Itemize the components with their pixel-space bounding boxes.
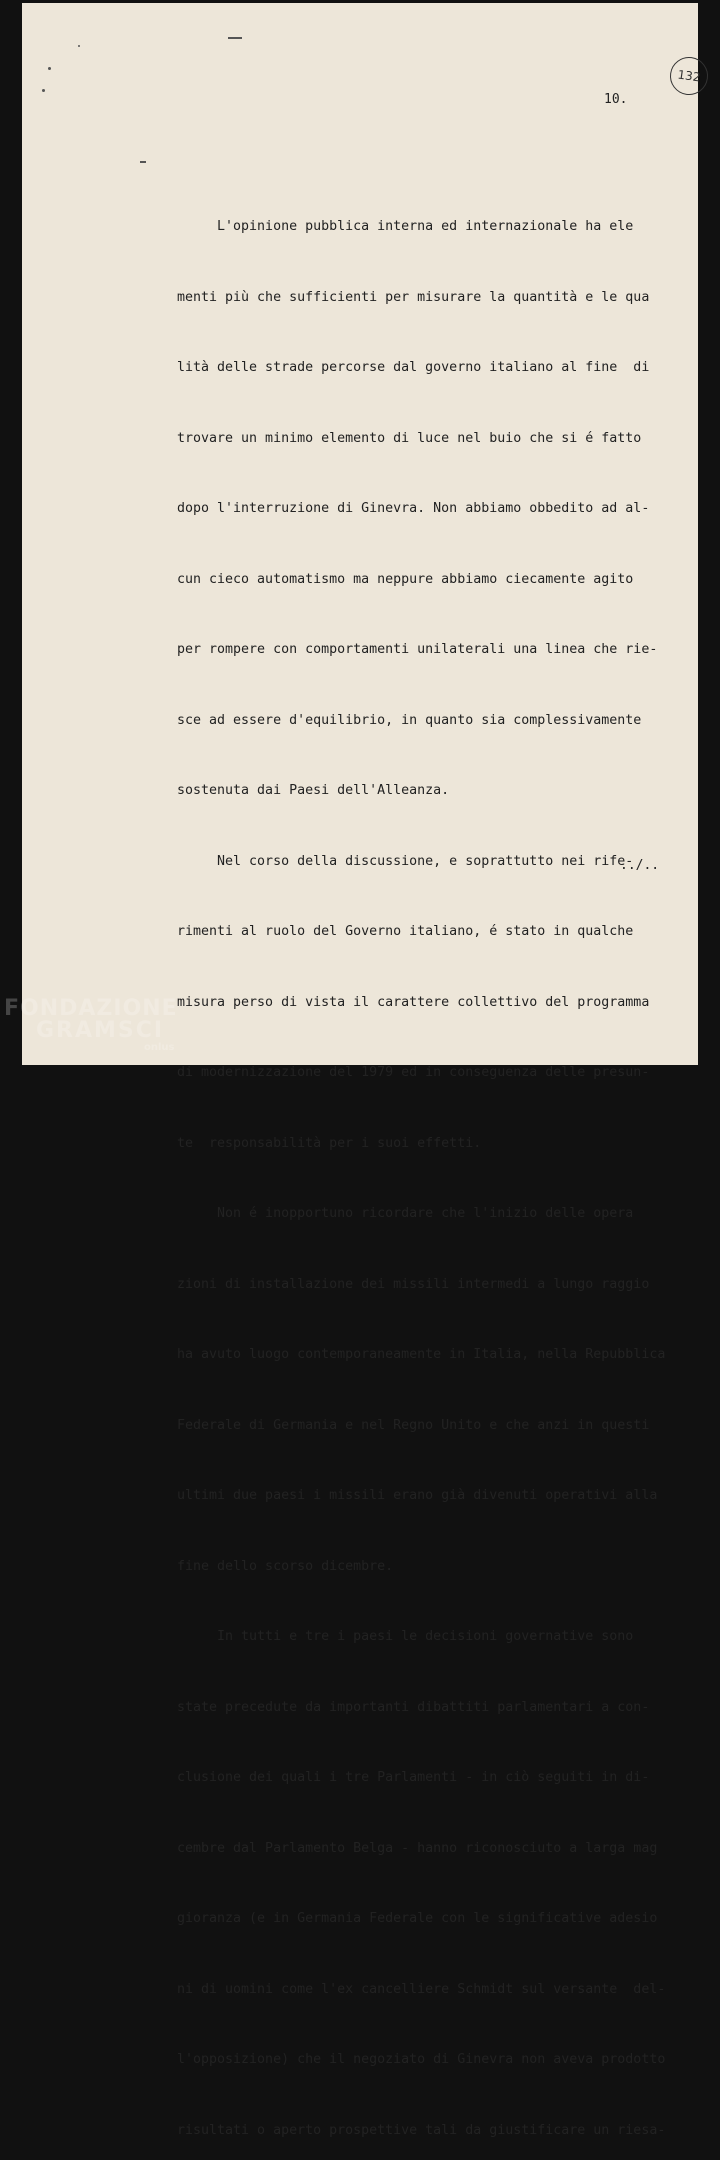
text-line: Non é inopportuno ricordare che l'inizio delle opera xyxy=(177,1206,634,1221)
text-line: trovare un minimo elemento di luce nel buio che si é fatto xyxy=(177,430,642,446)
text-line: te responsabilità per i suoi effetti. xyxy=(177,1135,482,1151)
text-line: clusione dei quali i tre Parlamenti - in ciò seguiti in di- xyxy=(177,1770,650,1785)
text-line: L'opinione pubblica interna ed internazionale ha ele xyxy=(177,219,634,234)
text-line: zioni di installazione dei missili intermedi a lungo raggio xyxy=(177,1276,650,1292)
text-line: risultati o aperto prospettive tali da giustificare un riesa- xyxy=(177,2122,666,2138)
text-line: In tutti e tre i paesi le decisioni governative sono xyxy=(177,1629,634,1644)
continuation-mark: ../.. xyxy=(620,858,660,873)
text-line: sostenuta dai Paesi dell'Alleanza. xyxy=(177,783,450,798)
text-line: sce ad essere d'equilibrio, in quanto sia complessivamente xyxy=(177,712,642,728)
watermark-logo xyxy=(4,998,178,1054)
text-line: state precedute da importanti dibattiti parlamentari a con- xyxy=(177,1699,650,1715)
text-line: dopo l'interruzione di Ginevra. Non abbiamo obbedito ad al- xyxy=(177,501,650,516)
text-line: cun cieco automatismo ma neppure abbiamo ciecamente agito xyxy=(177,571,634,587)
text-line: ni di uomini come l'ex cancelliere Schmidt sul versante del- xyxy=(177,1981,666,1997)
paper-mark xyxy=(228,37,242,39)
paper-mark xyxy=(48,67,51,70)
archive-stamp: 132 xyxy=(668,55,711,98)
text-line: per rompere con comportamenti unilaterali una linea che rie- xyxy=(177,642,658,657)
text-line: cembre dal Parlamento Belga - hanno riconosciuto a larga mag xyxy=(177,1840,658,1856)
text-line: ha avuto luogo contemporaneamente in Italia, nella Repubblica xyxy=(177,1347,666,1362)
text-line: gioranza (e in Germania Federale con le significative adesio xyxy=(177,1911,658,1926)
watermark-line-1: FONDAZIONE xyxy=(4,996,178,1021)
text-line: l'opposizione) che il negoziato di Ginevra non aveva prodotto xyxy=(177,2052,666,2067)
text-line: fine dello scorso dicembre. xyxy=(177,1558,394,1574)
paper-mark xyxy=(42,89,45,92)
body-text xyxy=(177,168,683,2160)
watermark-line-3: onlus xyxy=(144,1042,175,1053)
text-line: Federale di Germania e nel Regno Unito e che anzi in questi xyxy=(177,1417,650,1433)
text-line: Nel corso della discussione, e soprattutto nei rife- xyxy=(177,853,634,869)
text-line: rimenti al ruolo del Governo italiano, é stato in qualche xyxy=(177,924,634,939)
text-line: ultimi due paesi i missili erano già divenuti operativi alla xyxy=(177,1488,658,1503)
text-line: menti più che sufficienti per misurare la quantità e le qua xyxy=(177,289,650,305)
text-line: misura perso di vista il carattere collettivo del programma xyxy=(177,994,650,1010)
watermark-line-2: GRAMSCI xyxy=(36,1018,165,1043)
page-number: 10. xyxy=(604,92,628,107)
text-line: di modernizzazione del 1979 ed in conseguenza delle presun- xyxy=(177,1065,650,1080)
text-line: lità delle strade percorse dal governo italiano al fine di xyxy=(177,360,650,375)
paper-mark xyxy=(140,161,146,163)
paper-mark xyxy=(78,45,80,47)
